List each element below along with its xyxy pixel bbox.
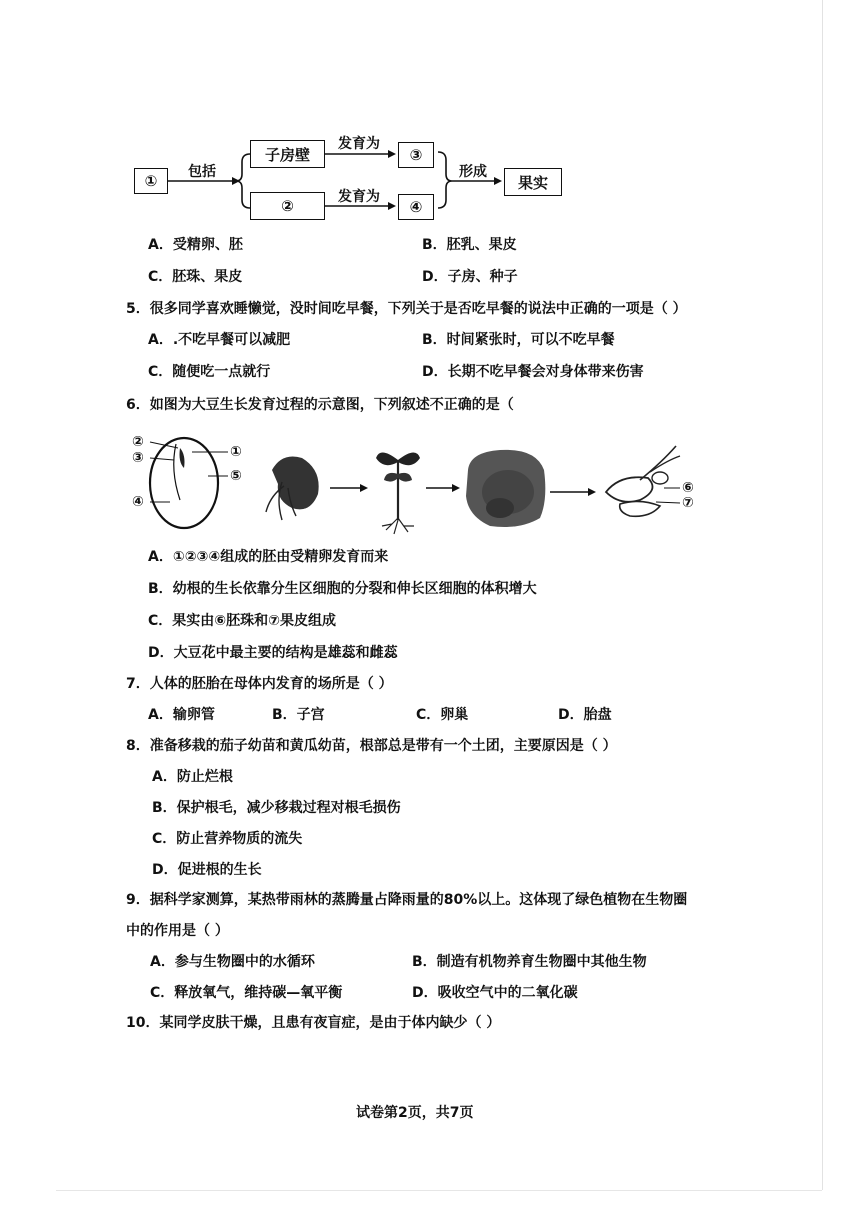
q6-option-d: D．大豆花中最主要的结构是雄蕊和雌蕊: [148, 645, 398, 661]
q5-option-b: B．时间紧张时，可以不吃早餐: [422, 332, 615, 348]
seed-drawing: [150, 438, 228, 528]
q7-option-c: C．卵巢: [416, 707, 469, 723]
soybean-pod-drawing: [606, 446, 680, 516]
diagram-box-1: ①: [134, 168, 168, 194]
seed-label-2: ②: [132, 434, 144, 450]
germinating-seed-drawing: [266, 457, 319, 521]
q9-option-b: B．制造有机物养育生物圈中其他生物: [412, 954, 647, 970]
q7-option-b: B．子宫: [272, 707, 325, 723]
q8-option-b: B．保护根毛，减少移栽过程对根毛损伤: [152, 800, 401, 816]
q7-option-a: A．输卵管: [148, 707, 215, 723]
q4-option-c: C．胚珠、果皮: [148, 269, 243, 285]
q5-option-c: C．随便吃一点就行: [148, 364, 271, 380]
q8-stem: 8．准备移栽的茄子幼苗和黄瓜幼苗，根部总是带有一个土团，主要原因是（ ）: [126, 738, 617, 754]
q4-option-d: D．子房、种子: [422, 269, 518, 285]
seed-label-4: ④: [132, 494, 144, 510]
diagram-box-4: ④: [398, 194, 434, 220]
edge-label-form: 形成: [459, 164, 487, 180]
q8-option-a: A．防止烂根: [152, 769, 233, 785]
q9-option-a: A．参与生物圈中的水循环: [150, 954, 315, 970]
q4-option-b: B．胚乳、果皮: [422, 237, 517, 253]
q8-option-c: C．防止营养物质的流失: [152, 831, 303, 847]
q9-stem-line-2: 中的作用是（ ）: [126, 923, 229, 939]
q8-option-d: D．促进根的生长: [152, 862, 262, 878]
pod-label-6: ⑥: [682, 480, 694, 496]
q4-option-a: A．受精卵、胚: [148, 237, 243, 253]
q9-stem-line-1: 9．据科学家测算，某热带雨林的蒸腾量占降雨量的80%以上。这体现了绿色植物在生物圈: [126, 892, 688, 908]
edge-label-develop-bottom: 发育为: [338, 189, 380, 205]
q6-option-b: B．幼根的生长依靠分生区细胞的分裂和伸长区细胞的体积增大: [148, 581, 537, 597]
page-edge-bottom: [56, 1190, 822, 1191]
q6-stem: 6．如图为大豆生长发育过程的示意图，下列叙述不正确的是（: [126, 397, 514, 413]
diagram-box-ovary-wall: 子房壁: [250, 140, 325, 168]
q5-option-d: D．长期不吃早餐会对身体带来伤害: [422, 364, 644, 380]
mature-plant-drawing: [466, 450, 545, 527]
q5-option-a: A．.不吃早餐可以减肥: [148, 332, 291, 348]
page-footer: 试卷第2页，共7页: [356, 1105, 474, 1121]
diagram-box-2: ②: [250, 192, 325, 220]
pod-label-7: ⑦: [682, 495, 694, 511]
diagram-box-fruit: 果实: [504, 168, 562, 196]
q6-option-a: A．①②③④组成的胚由受精卵发育而来: [148, 549, 389, 565]
soybean-growth-drawing: [0, 0, 860, 560]
seed-label-5: ⑤: [230, 468, 242, 484]
q7-option-d: D．胎盘: [558, 707, 612, 723]
q10-stem: 10．某同学皮肤干燥，且患有夜盲症，是由于体内缺少（ ）: [126, 1015, 501, 1031]
seed-label-3: ③: [132, 450, 144, 466]
q5-stem: 5．很多同学喜欢睡懒觉，没时间吃早餐，下列关于是否吃早餐的说法中正确的一项是（ ）: [126, 301, 687, 317]
q9-option-c: C．释放氧气，维持碳—氧平衡: [150, 985, 343, 1001]
edge-label-include: 包括: [188, 164, 216, 180]
q6-option-c: C．果实由⑥胚珠和⑦果皮组成: [148, 613, 336, 629]
edge-label-develop-top: 发育为: [338, 136, 380, 152]
q9-option-d: D．吸收空气中的二氧化碳: [412, 985, 578, 1001]
seedling-drawing: [376, 452, 420, 534]
q7-stem: 7．人体的胚胎在母体内发育的场所是（ ）: [126, 676, 393, 692]
seed-label-1: ①: [230, 444, 242, 460]
diagram-box-3: ③: [398, 142, 434, 168]
